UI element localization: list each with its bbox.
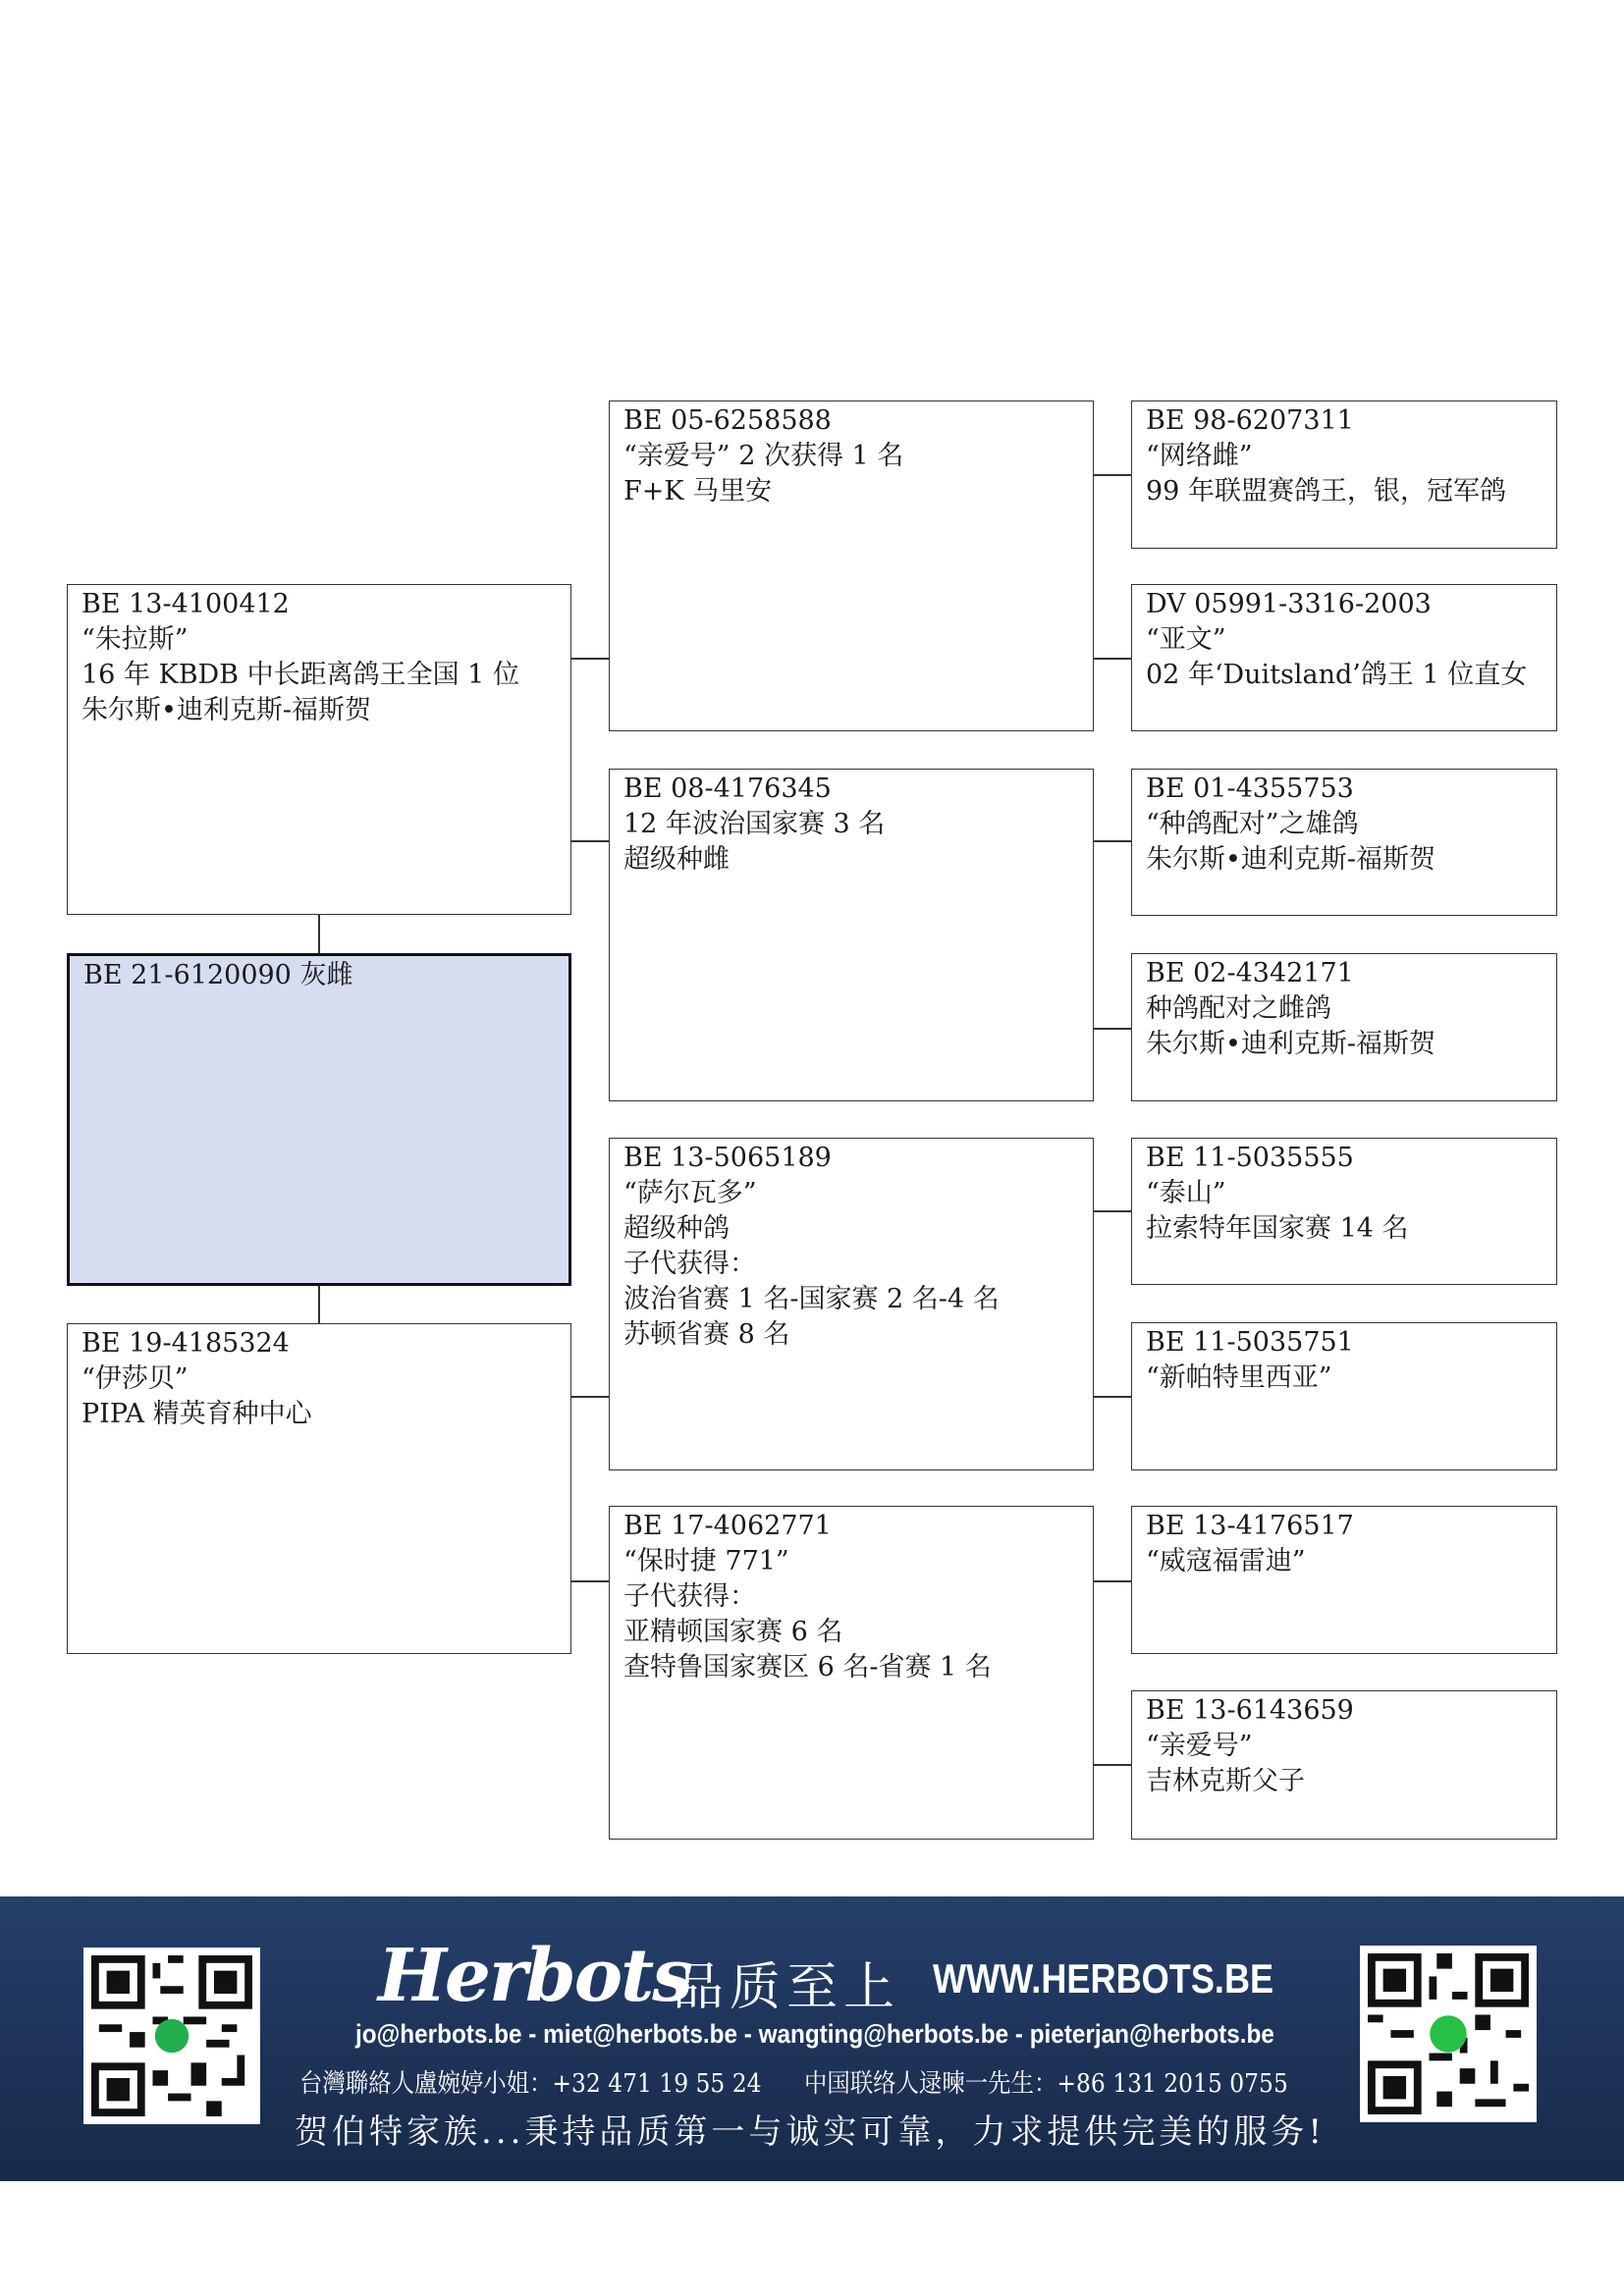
sire-sire-name: “亲爱号” 2 次获得 1 名 — [623, 441, 904, 471]
ss-sire-box — [1131, 400, 1557, 549]
sire-sire-ring: BE 05-6258588 — [623, 405, 832, 436]
connector — [571, 840, 609, 842]
dam-dam-note3: 查特鲁国家赛区 6 名-省赛 1 名 — [623, 1652, 992, 1682]
ds-dam-ring: BE 11-5035751 — [1146, 1327, 1354, 1358]
line-qr-code[interactable] — [83, 1948, 260, 2124]
dam-dam-ring: BE 17-4062771 — [623, 1511, 832, 1541]
ss-dam-box — [1131, 584, 1557, 731]
sire-breeder: 朱尔斯•迪利克斯-福斯贺 — [81, 695, 372, 725]
connector — [318, 915, 320, 953]
dam-sire-name: “萨尔瓦多” — [623, 1178, 757, 1208]
contact-china: 中国联络人逯暕一先生：+86 131 2015 0755 — [803, 2069, 1288, 2099]
sd-dam-note: 朱尔斯•迪利克斯-福斯贺 — [1146, 1029, 1436, 1059]
sd-sire-name: “种鸽配对”之雄鸽 — [1146, 809, 1359, 839]
dam-sire-note: 超级种鸽 — [623, 1213, 730, 1244]
ds-sire-box — [1131, 1138, 1557, 1285]
dd-dam-ring: BE 13-6143659 — [1146, 1695, 1354, 1726]
dd-dam-note: 吉林克斯父子 — [1146, 1766, 1305, 1796]
brand-slogan: 品质至上 — [673, 1958, 901, 2017]
sire-dam-ring: BE 08-4176345 — [623, 774, 832, 804]
sire-sire-note: F+K 马里安 — [623, 476, 773, 507]
dam-name: “伊莎贝” — [81, 1363, 189, 1394]
dd-sire-ring: BE 13-4176517 — [1146, 1511, 1354, 1541]
qr-line-icon — [91, 1955, 252, 2116]
ss-sire-note: 99 年联盟赛鸽王，银，冠军鸽 — [1146, 476, 1506, 507]
dam-note: PIPA 精英育种中心 — [81, 1399, 312, 1429]
ds-sire-name: “泰山” — [1146, 1178, 1226, 1208]
dam-dam-note2: 亚精顿国家赛 6 名 — [623, 1617, 843, 1647]
sire-name: “朱拉斯” — [81, 624, 189, 655]
dd-sire-box — [1131, 1506, 1557, 1654]
sd-sire-box — [1131, 769, 1557, 916]
ss-sire-ring: BE 98-6207311 — [1146, 405, 1354, 436]
subject-box — [67, 953, 571, 1286]
dam-sire-ring: BE 13-5065189 — [623, 1143, 832, 1173]
ss-dam-name: “亚文” — [1146, 624, 1226, 655]
connector — [1094, 1028, 1131, 1030]
connector — [1094, 474, 1131, 476]
dd-dam-name: “亲爱号” — [1146, 1731, 1253, 1761]
connector — [1094, 658, 1131, 660]
dam-dam-note: 子代获得： — [623, 1581, 756, 1612]
ss-dam-note: 02 年‘Duitsland’鸽王 1 位直女 — [1146, 660, 1528, 690]
sire-dam-box — [609, 769, 1094, 1101]
sire-note: 16 年 KBDB 中长距离鸽王全国 1 位 — [81, 660, 519, 690]
connector — [571, 1396, 609, 1398]
sire-ring: BE 13-4100412 — [81, 589, 290, 619]
tagline: 贺伯特家族...秉持品质第一与诚实可靠，力求提供完美的服务! — [295, 2112, 1326, 2152]
sire-box — [67, 584, 571, 915]
connector — [571, 658, 609, 660]
dam-ring: BE 19-4185324 — [81, 1328, 290, 1359]
connector — [1094, 1396, 1131, 1398]
dam-sire-note2: 子代获得： — [623, 1249, 756, 1279]
connector — [1094, 1580, 1131, 1582]
dam-sire-note4: 苏顿省赛 8 名 — [623, 1319, 790, 1350]
connector — [1094, 1764, 1131, 1766]
sd-dam-box — [1131, 953, 1557, 1101]
wechat-qr-code[interactable] — [1360, 1946, 1537, 2122]
connector — [318, 1286, 320, 1323]
ds-sire-note: 拉索特年国家赛 14 名 — [1146, 1213, 1409, 1244]
connector — [571, 1580, 609, 1582]
subject-ring: BE 21-6120090 灰雌 — [83, 960, 353, 990]
ss-sire-name: “网络雌” — [1146, 441, 1253, 471]
dam-dam-name: “保时捷 771” — [623, 1546, 789, 1576]
qr-wechat-icon — [1368, 1953, 1529, 2114]
dam-sire-box — [609, 1138, 1094, 1470]
website-link[interactable]: WWW.HERBOTS.BE — [933, 1955, 1274, 2002]
email-list[interactable]: jo@herbots.be - miet@herbots.be - wangting@herbots.be - pieterjan@herbots.be — [355, 2019, 1274, 2049]
dd-sire-name: “威寇福雷迪” — [1146, 1546, 1306, 1576]
sd-sire-note: 朱尔斯•迪利克斯-福斯贺 — [1146, 844, 1436, 875]
sd-sire-ring: BE 01-4355753 — [1146, 774, 1354, 804]
ds-sire-ring: BE 11-5035555 — [1146, 1143, 1354, 1173]
sd-dam-name: 种鸽配对之雌鸽 — [1146, 993, 1331, 1024]
connector — [1094, 840, 1131, 842]
sire-dam-note2: 超级种雌 — [623, 844, 730, 875]
ds-dam-name: “新帕特里西亚” — [1146, 1362, 1332, 1393]
contact-taiwan: 台灣聯絡人盧婉婷小姐：+32 471 19 55 24 — [299, 2069, 762, 2099]
sire-dam-note: 12 年波治国家赛 3 名 — [623, 809, 886, 839]
sd-dam-ring: BE 02-4342171 — [1146, 958, 1354, 988]
dd-dam-box — [1131, 1690, 1557, 1840]
sire-sire-box — [609, 400, 1094, 731]
footer-banner — [0, 1896, 1624, 2181]
dam-dam-box — [609, 1506, 1094, 1840]
ds-dam-box — [1131, 1322, 1557, 1470]
contact-line — [299, 2063, 1288, 2100]
dam-box — [67, 1323, 571, 1654]
herbots-logo: Herbots — [378, 1934, 691, 2018]
connector — [1094, 1210, 1131, 1212]
dam-sire-note3: 波治省赛 1 名-国家赛 2 名-4 名 — [623, 1284, 1000, 1314]
ss-dam-ring: DV 05991-3316-2003 — [1146, 589, 1432, 619]
